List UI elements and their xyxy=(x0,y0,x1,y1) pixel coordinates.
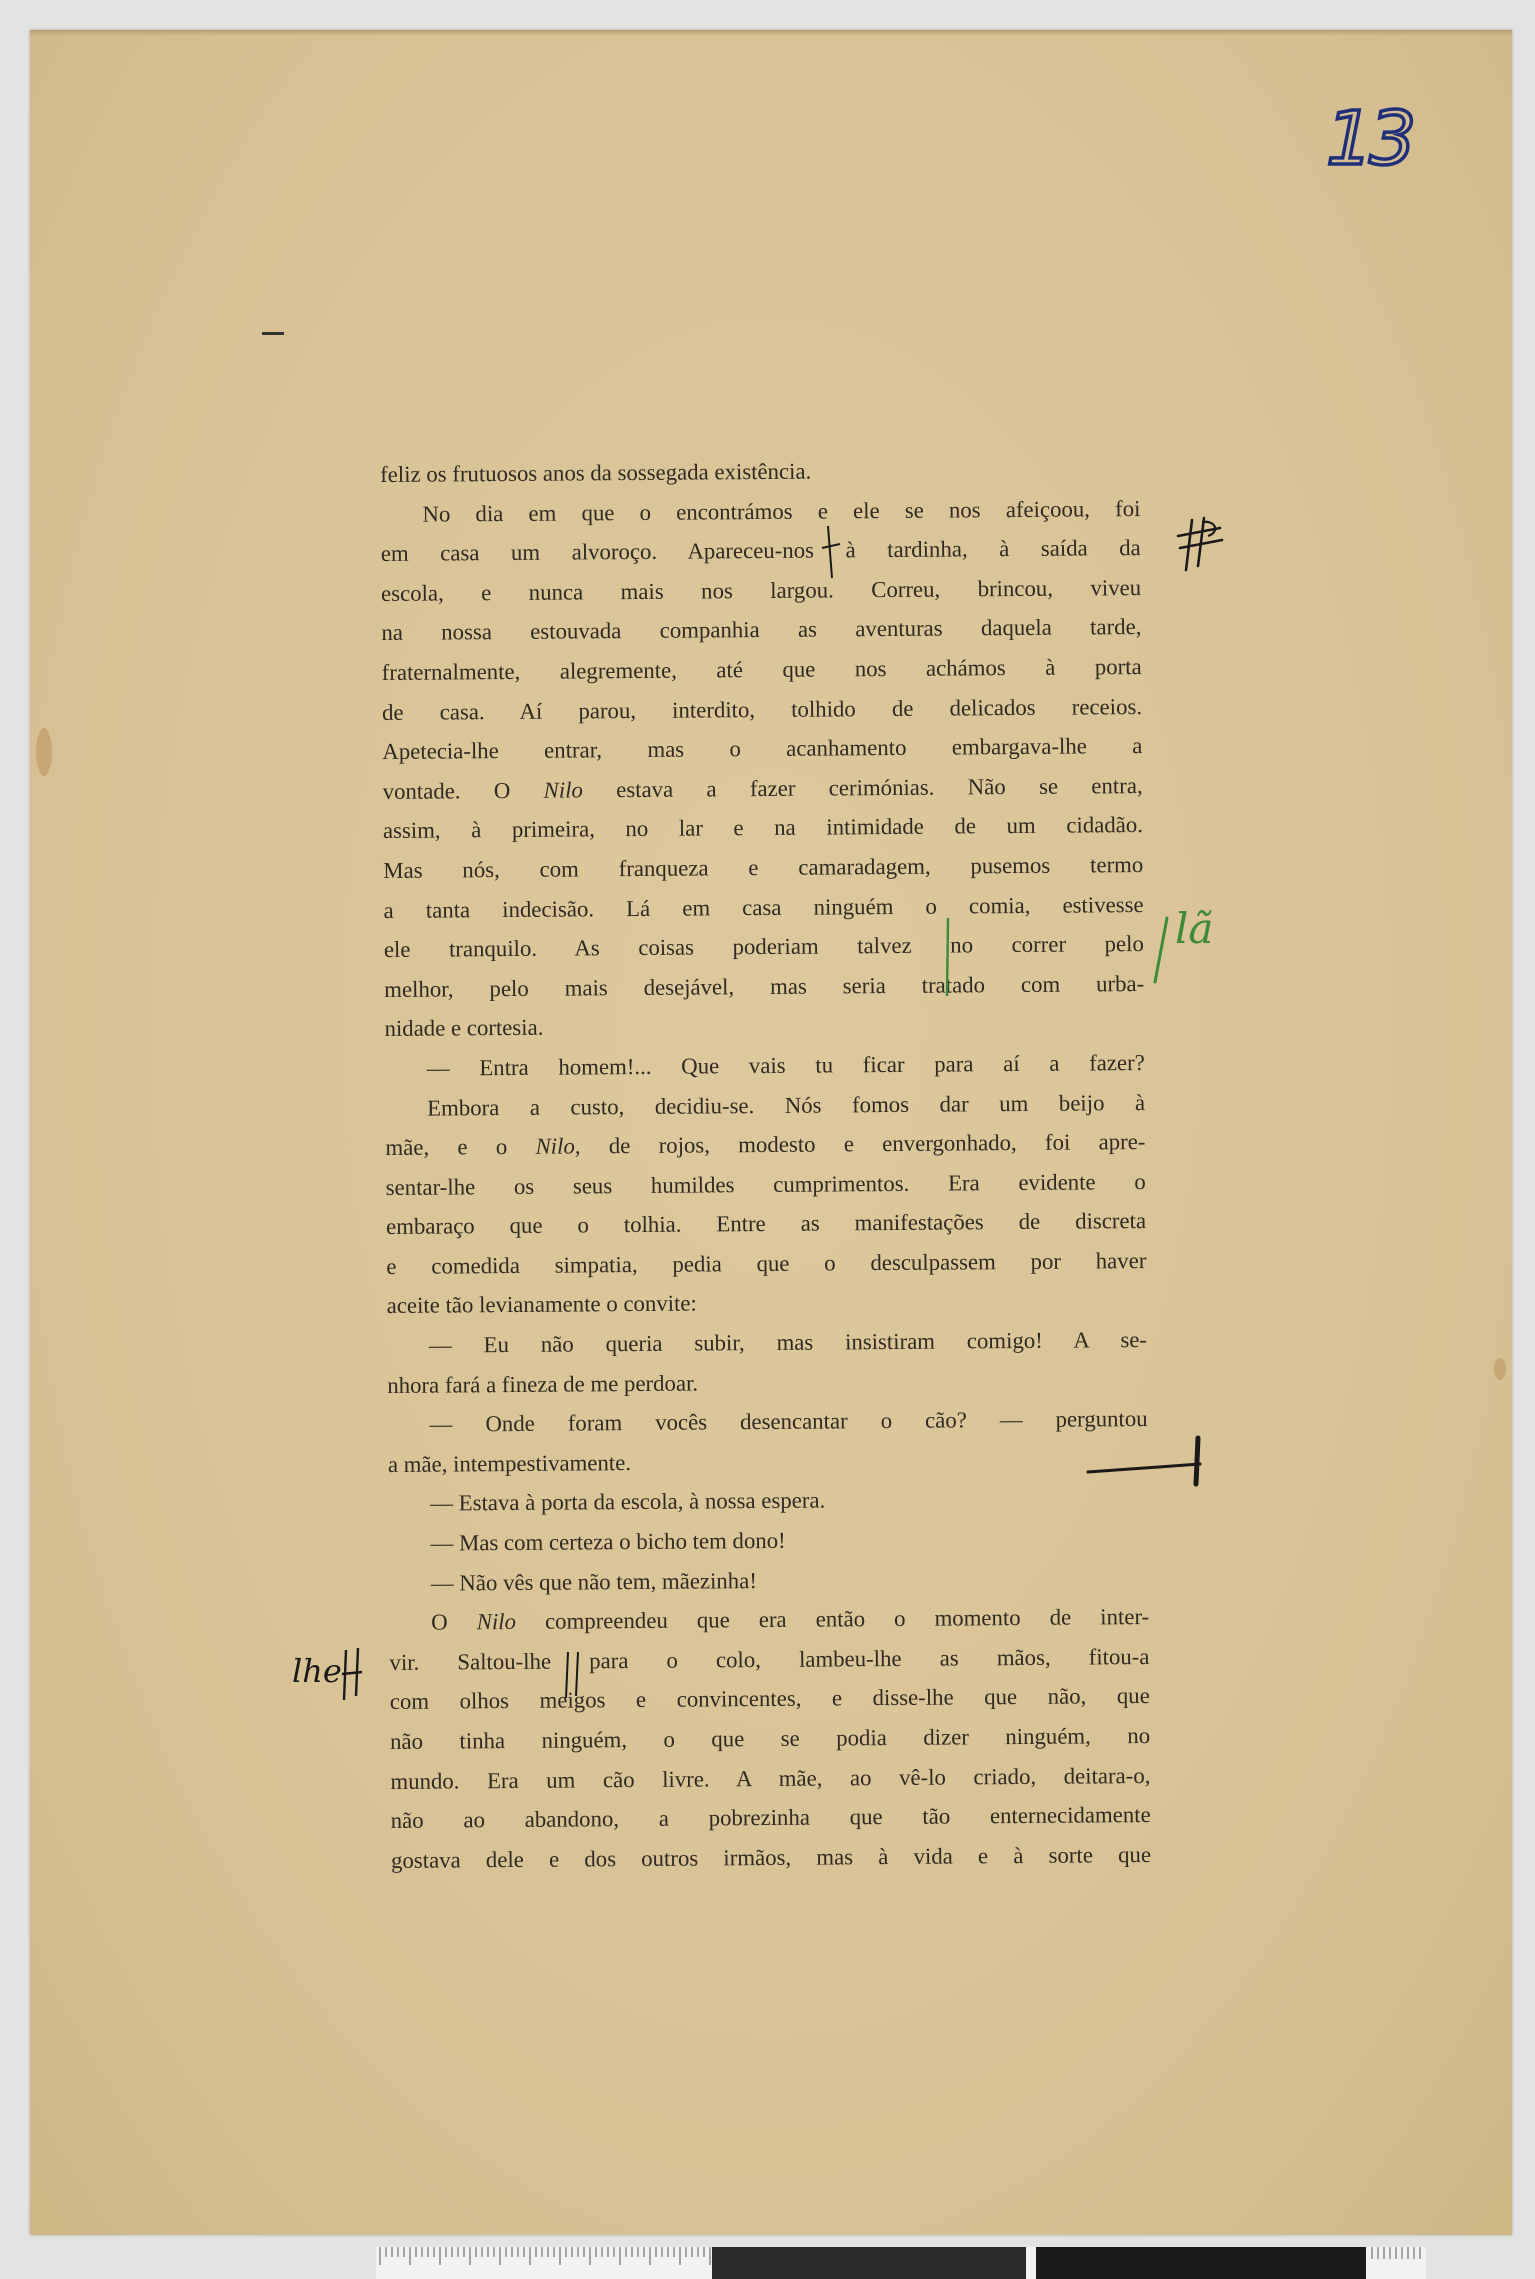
text-line: No dia em que o encontrámos e ele se nos afeiçoou, foi xyxy=(422,495,1141,527)
text-line: — Entra homem!... Que vais tu ficar para aí a fazer? xyxy=(426,1049,1145,1081)
text-line: Embora a custo, decidiu-se. Nós fomos dar um beijo à xyxy=(427,1089,1146,1121)
page-number-handwritten xyxy=(1318,92,1438,182)
text-line: escola, e nunca mais nos largou. Correu, brincou, viveu xyxy=(380,574,1142,606)
text-line: e comedida simpatia, pedia que o desculpassem por haver xyxy=(386,1247,1147,1279)
text-line: mundo. Era um cão livre. A mãe, ao vê-lo criado, deitara-o, xyxy=(390,1762,1151,1794)
text-line: a mãe, intempestivamente. xyxy=(387,1449,632,1477)
text-line: — Não vês que não tem, mãezinha! xyxy=(430,1567,757,1596)
text-line: de casa. Aí parou, interdito, tolhido de delicados receios. xyxy=(381,693,1143,725)
text-line: ele tranquilo. As coisas poderiam talvez no correr pelo xyxy=(383,931,1144,963)
margin-correction-green-text: lã xyxy=(1175,904,1214,953)
text-line: não ao abandono, a pobrezinha que tão enternecidamente xyxy=(390,1802,1151,1834)
text-line: Apetecia-lhe entrar, mas o acanhamento embargava-lhe a xyxy=(382,733,1143,765)
text-line: gostava dele e dos outros irmãos, mas à vida e à sorte que xyxy=(390,1841,1152,1873)
margin-correction-left-text: lhe xyxy=(292,1652,342,1690)
text-line: — Mas com certeza o bicho tem dono! xyxy=(430,1527,786,1556)
proof-line-mark xyxy=(1084,1432,1214,1488)
text-line: — Estava à porta da escola, à nossa espera. xyxy=(430,1487,826,1517)
scan-ruler xyxy=(376,2243,1426,2279)
page-number-text: 13 xyxy=(1326,96,1413,182)
text-line: vir. Saltou-lhe para o colo, lambeu-lhe as mãos, fitou-a xyxy=(389,1643,1150,1675)
text-line: fraternalmente, alegremente, até que nos achámos à porta xyxy=(381,653,1142,685)
text-line: — Onde foram vocês desencantar o cão? — perguntou xyxy=(429,1406,1148,1437)
text-line: embaraço que o tolhia. Entre as manifestações de discreta xyxy=(385,1208,1147,1240)
italic-name: Nilo xyxy=(535,1133,575,1159)
margin-correction-left xyxy=(292,1644,372,1704)
body-text xyxy=(380,449,1151,1880)
text-line: melhor, pelo mais desejável, mas seria tratado com urba- xyxy=(384,970,1145,1002)
text-line: em casa um alvoroço. Apareceu-nos à tardinha, à saída da xyxy=(380,535,1141,567)
proof-mark-paragraph-symbol xyxy=(1172,514,1228,574)
text-line: — Eu não queria subir, mas insistiram comigo! A se- xyxy=(428,1327,1148,1358)
text-line: nidade e cortesia. xyxy=(384,1015,544,1042)
text-line: a tanta indecisão. Lá em casa ninguém o comia, estivesse xyxy=(383,891,1144,923)
text-line: O Nilo compreendeu que era então o momento de inter- xyxy=(431,1604,1150,1635)
green-insert-mark xyxy=(938,916,958,1000)
text-line: sentar-lhe os seus humildes cumprimentos. Era evidente o xyxy=(385,1168,1146,1200)
text-line: não tinha ninguém, o que se podia dizer ninguém, no xyxy=(390,1722,1151,1754)
dash-mark xyxy=(262,332,284,335)
caret-mark-nos xyxy=(818,524,842,580)
text-line: Mas nós, com franqueza e camaradagem, pusemos termo xyxy=(383,851,1144,883)
italic-name: Nilo xyxy=(476,1609,517,1635)
text-line: mãe, e o Nilo, de rojos, modesto e envergonhado, foi apre- xyxy=(385,1129,1146,1161)
italic-name: Nilo xyxy=(543,777,583,803)
text-line: na nossa estouvada companhia as aventuras daquela tarde, xyxy=(381,614,1142,646)
text-line: aceite tão levianamente o convite: xyxy=(386,1291,697,1319)
text-line: vontade. O Nilo estava a fazer cerimónias. Não se entra, xyxy=(382,772,1143,804)
paper-top-edge xyxy=(30,30,1512,36)
margin-correction-green xyxy=(1145,890,1235,990)
paper-stain xyxy=(36,728,52,776)
text-line: feliz os frutuosos anos da sossegada existência. xyxy=(380,458,812,487)
text-line: nhora fará a fineza de me perdoar. xyxy=(387,1370,699,1398)
text-line: assim, à primeira, no lar e na intimidade de um cidadão. xyxy=(382,812,1144,844)
paper-stain xyxy=(1494,1358,1506,1380)
insert-mark-lhe xyxy=(558,1650,588,1700)
text-line: com olhos meigos e convincentes, e disse-lhe que não, que xyxy=(389,1683,1150,1715)
insert-mark-icon xyxy=(338,1644,368,1704)
